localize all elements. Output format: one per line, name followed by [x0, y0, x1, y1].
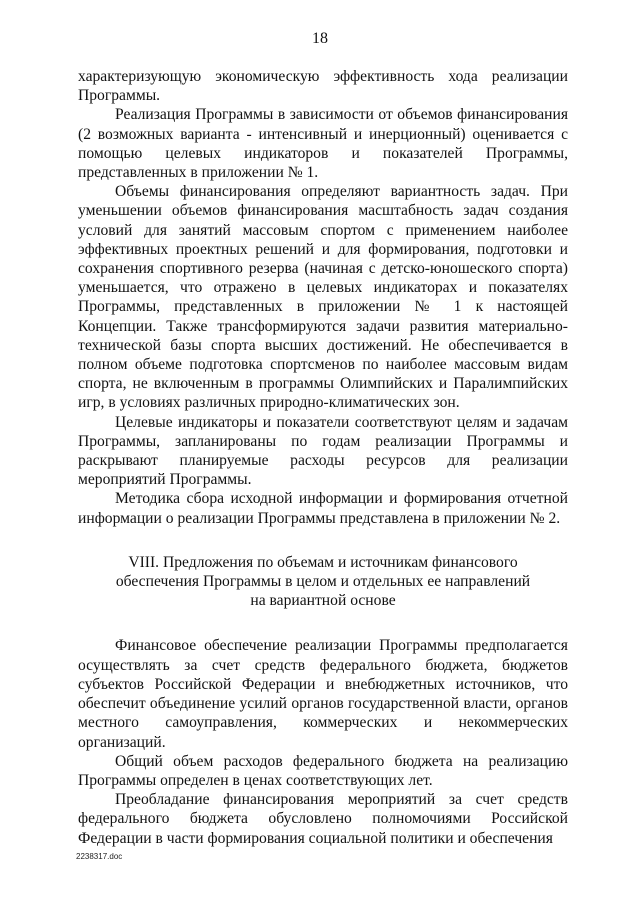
section-heading-line: VIII. Предложения по объемам и источникам финансового	[128, 553, 518, 571]
paragraph-financial-support: Финансовое обеспечение реализации Программы предполагается осуществлять за счет средств федерального бюджета, бюджетов субъектов Российской Федерации и внебюджетных источников, что обеспечит объединение усилий органов государственной власти, органов местного самоуправления, коммерческих и некоммерческих организаций.	[78, 637, 568, 751]
paragraph-target-indicators: Целевые индикаторы и показатели соответствуют целям и задачам Программы, запланированы по годам реализации Программы и раскрывают планируемые расходы ресурсов для реализации мероприятий Программы.	[78, 413, 568, 489]
paragraph-continuation: характеризующую экономическую эффективность хода реализации Программы.	[78, 68, 568, 105]
page-number: 18	[312, 30, 328, 47]
document-body	[78, 67, 568, 848]
paragraph-methodology: Методика сбора исходной информации и формирования отчетной информации о реализации Программы представлена в приложении № 2.	[78, 490, 568, 527]
paragraph-federal-predominance: Преобладание финансирования мероприятий за счет средств федерального бюджета обусловлено полномочиями Российской Федерации в части формирования социальной политики и обеспечения	[78, 791, 568, 847]
paragraph-total-expenses: Общий объем расходов федерального бюджета на реализацию Программы определен в ценах соответствующих лет.	[78, 752, 568, 789]
section-heading-line: на вариантной основе	[250, 592, 396, 610]
paragraph-funding-volumes: Объемы финансирования определяют вариантность задач. При уменьшении объемов финансирования масштабность задач создания условий для занятий массовым спортом с применением наиболее эффективных проектных решений и для формирования, подготовки и сохранения спортивного резерва (начиная с детско-юношеского спорта) уменьшается, что отражено в целевых индикаторах и показателях Программы, представленных в приложении № 1 к настоящей Концепции. Также трансформируются задачи развития материально-технической базы спорта высших достижений. Не обеспечивается в полном объеме подготовка спортсменов по наиболее массовым видам спорта, не включенным в программы Олимпийских и Паралимпийских игр, в условиях различных природно-климатических зон.	[78, 183, 568, 412]
paragraph-program-implementation: Реализация Программы в зависимости от объемов финансирования (2 возможных варианта - интенсивный и инерционный) оценивается с помощью целевых индикаторов и показателей Программы, представленных в приложении № 1.	[78, 106, 568, 182]
section-heading	[78, 553, 568, 611]
footer-doc-id: 2238317.doc	[76, 852, 123, 861]
section-heading-line: обеспечения Программы в целом и отдельных ее направлений	[115, 573, 531, 591]
